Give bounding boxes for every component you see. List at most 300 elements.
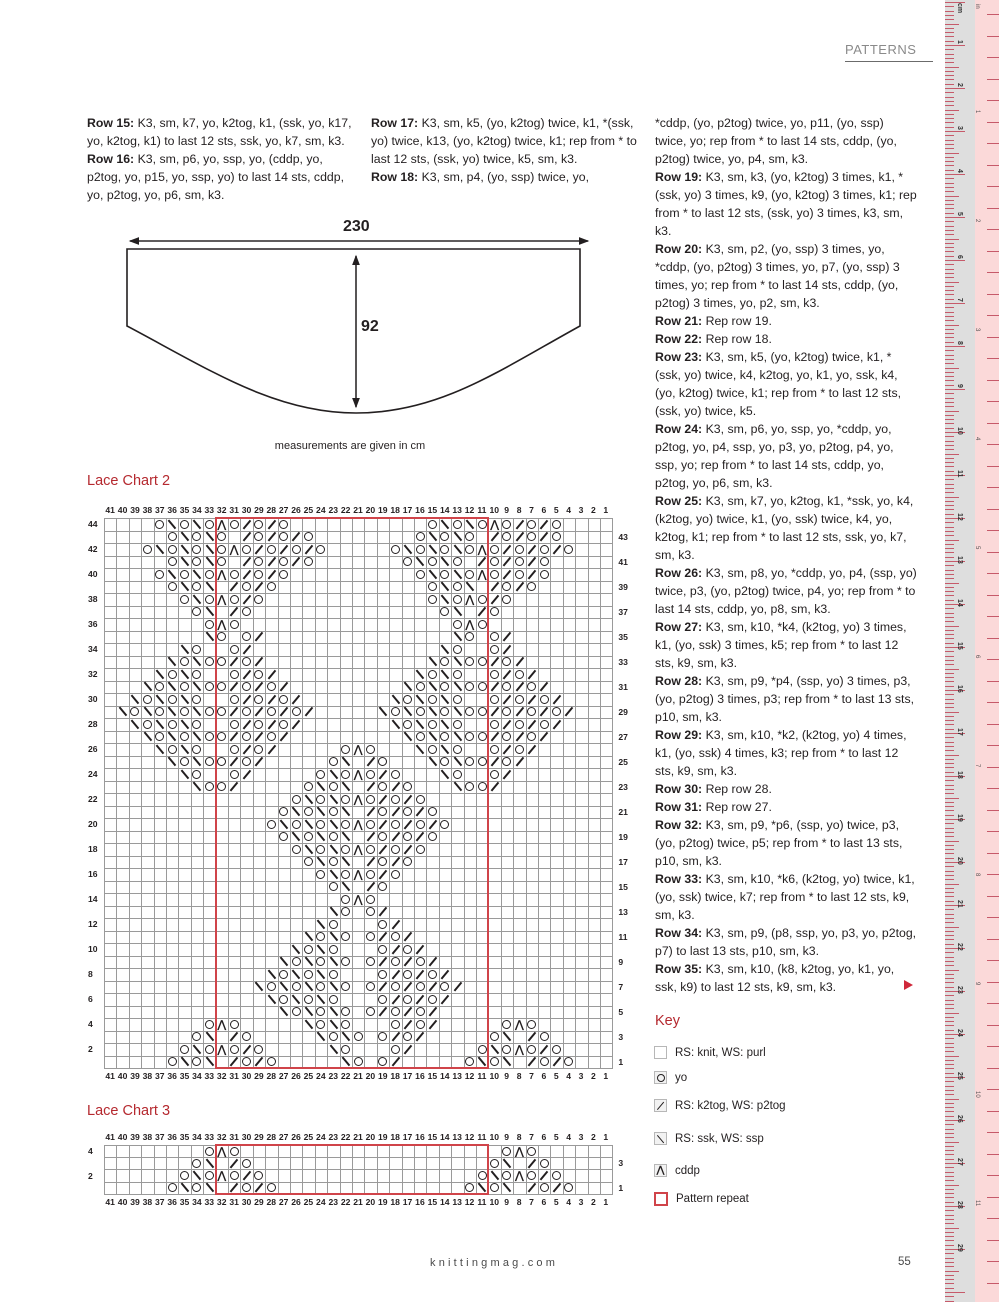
- knit-cell: [302, 906, 315, 920]
- yo-symbol: [315, 793, 328, 807]
- k2tog-symbol: [501, 743, 514, 757]
- knit-cell: [501, 943, 514, 957]
- knit-cell: [364, 543, 377, 557]
- knit-cell: [550, 768, 563, 782]
- knit-cell: [464, 806, 477, 820]
- k2tog-symbol: [513, 681, 526, 695]
- ssk-symbol: [178, 531, 191, 545]
- knit-cell: [389, 906, 402, 920]
- knit-cell: [526, 656, 539, 670]
- ruler-tick: [945, 823, 954, 824]
- ssk-symbol: [315, 943, 328, 957]
- knit-cell: [377, 718, 390, 732]
- knit-cell: [104, 943, 117, 957]
- yo-symbol: [476, 1043, 489, 1057]
- k2tog-symbol: [439, 993, 452, 1007]
- knit-cell: [166, 1031, 179, 1045]
- yo-symbol: [166, 718, 179, 732]
- knit-cell: [340, 718, 353, 732]
- knit-cell: [414, 1169, 427, 1182]
- knit-cell: [563, 806, 576, 820]
- yo-symbol: [278, 831, 291, 845]
- knit-cell: [141, 906, 154, 920]
- ruler-tick: [945, 1159, 954, 1160]
- knit-cell: [476, 643, 489, 657]
- knit-cell: [178, 981, 191, 995]
- knit-cell: [501, 981, 514, 995]
- yo-symbol: [526, 681, 539, 695]
- knit-cell: [550, 743, 563, 757]
- knit-cell: [228, 1006, 241, 1020]
- ruler-tick: [945, 677, 954, 678]
- knit-cell: [550, 756, 563, 770]
- ssk-symbol: [203, 1056, 216, 1070]
- yo-symbol: [191, 768, 204, 782]
- ssk-symbol: [340, 831, 353, 845]
- ruler-tick: [945, 1056, 959, 1057]
- yo-symbol: [513, 556, 526, 570]
- knit-cell: [588, 868, 601, 882]
- ruler-inch-tick: [987, 208, 999, 209]
- knit-cell: [116, 968, 129, 982]
- ssk-symbol: [501, 1182, 514, 1195]
- knit-cell: [352, 706, 365, 720]
- knit-cell: [116, 818, 129, 832]
- k2tog-symbol: [538, 706, 551, 720]
- knit-cell: [488, 981, 501, 995]
- knit-cell: [216, 793, 229, 807]
- row-label: Row 27:: [655, 620, 703, 634]
- cddp-symbol: ⋀: [216, 1145, 229, 1158]
- instruction-row: [655, 960, 917, 996]
- knit-cell: [389, 531, 402, 545]
- row-label: Row 21:: [655, 314, 703, 328]
- yo-symbol: [340, 956, 353, 970]
- knit-cell: [302, 681, 315, 695]
- knit-cell: [588, 731, 601, 745]
- ssk-symbol: [476, 1056, 489, 1070]
- knit-cell: [191, 793, 204, 807]
- knit-cell: [439, 843, 452, 857]
- chart-2-title: Lace Chart 2: [87, 473, 171, 489]
- knit-cell: [513, 968, 526, 982]
- ruler-tick: [945, 19, 954, 20]
- yo-symbol: [253, 1169, 266, 1182]
- knit-cell: [501, 831, 514, 845]
- ruler-cm-number: 5: [956, 212, 963, 216]
- yo-symbol: [389, 1043, 402, 1057]
- knit-cell: [352, 593, 365, 607]
- yo-symbol: [439, 756, 452, 770]
- ruler-tick: [945, 931, 954, 932]
- knit-cell: [414, 756, 427, 770]
- ruler-cm-number: 22: [956, 943, 963, 951]
- k2tog-symbol: [538, 518, 551, 532]
- knit-cell: [550, 631, 563, 645]
- knit-cell: [414, 868, 427, 882]
- ssk-symbol: [166, 706, 179, 720]
- ssk-symbol: [178, 1182, 191, 1195]
- yo-symbol: [166, 1182, 179, 1195]
- knit-cell: [451, 931, 464, 945]
- knit-cell: [352, 581, 365, 595]
- ruler-tick: [945, 497, 959, 498]
- knit-cell: [600, 693, 613, 707]
- knit-cell: [166, 981, 179, 995]
- ssk-symbol: [203, 631, 216, 645]
- ruler-tick: [945, 875, 954, 876]
- ruler-tick: [945, 591, 954, 592]
- knit-cell: [253, 893, 266, 907]
- ssk-symbol: [451, 631, 464, 645]
- knit-cell: [476, 693, 489, 707]
- ruler-tick: [945, 1004, 954, 1005]
- ruler-inch-tick: [987, 681, 999, 682]
- knit-cell: [290, 868, 303, 882]
- ssk-symbol: [414, 693, 427, 707]
- knit-cell: [588, 693, 601, 707]
- yo-symbol: [501, 1043, 514, 1057]
- yo-symbol: [216, 681, 229, 695]
- knit-cell: [129, 781, 142, 795]
- ssk-symbol: [265, 993, 278, 1007]
- knit-cell: [116, 643, 129, 657]
- yo-symbol: [265, 981, 278, 995]
- k2tog-symbol: [538, 731, 551, 745]
- ssk-symbol: [451, 756, 464, 770]
- knit-cell: [464, 906, 477, 920]
- ruler-tick: [945, 411, 959, 412]
- knit-cell: [228, 856, 241, 870]
- knit-cell: [104, 531, 117, 545]
- yo-symbol: [451, 518, 464, 532]
- yo-symbol: [426, 593, 439, 607]
- ruler-inch-tick: [987, 960, 999, 961]
- ruler-tick: [945, 376, 954, 377]
- knit-cell: [414, 918, 427, 932]
- knit-cell: [451, 906, 464, 920]
- knit-cell: [389, 1182, 402, 1195]
- yo-symbol: [501, 581, 514, 595]
- knit-cell: [563, 1018, 576, 1032]
- yo-symbol: [216, 781, 229, 795]
- ruler-tick: [945, 600, 954, 601]
- knit-cell: [364, 518, 377, 532]
- yo-symbol: [501, 518, 514, 532]
- knit-cell: [563, 856, 576, 870]
- knit-cell: [526, 993, 539, 1007]
- knit-cell: [464, 668, 477, 682]
- ssk-symbol: [451, 531, 464, 545]
- ruler-tick: [945, 1107, 954, 1108]
- ruler-cm-number: 4: [956, 169, 963, 173]
- knit-cell: [340, 531, 353, 545]
- ruler-tick: [945, 161, 954, 162]
- knit-cell: [104, 981, 117, 995]
- ssk-symbol: [203, 1157, 216, 1170]
- k2tog-symbol: [550, 693, 563, 707]
- yo-symbol: [228, 1018, 241, 1032]
- knit-cell: [240, 993, 253, 1007]
- k2tog-symbol: [240, 531, 253, 545]
- knit-cell: [575, 581, 588, 595]
- key-label: RS: knit, WS: purl: [675, 1046, 766, 1059]
- knit-cell: [538, 781, 551, 795]
- knit-cell: [563, 668, 576, 682]
- knit-cell: [191, 931, 204, 945]
- knit-cell: [116, 681, 129, 695]
- knit-cell: [439, 1182, 452, 1195]
- shawl-schematic: [100, 210, 600, 460]
- ssk-symbol: [203, 581, 216, 595]
- knit-cell: [191, 856, 204, 870]
- yo-symbol: [166, 668, 179, 682]
- knit-cell: [240, 906, 253, 920]
- knit-cell: [141, 518, 154, 532]
- row-text: K3, sm, p6, yo, ssp, yo, *cddp, yo, p2tog, yo, p4, ssp, yo, p3, yo, p2tog, p4, yo, ssp, yo; rep from * to last 14 sts, cddp, yo, p2tog, yo, p6, sm, k3.: [655, 422, 894, 490]
- knit-cell: [402, 656, 415, 670]
- yo-symbol: [389, 981, 402, 995]
- knit-cell: [600, 831, 613, 845]
- knit-cell: [216, 818, 229, 832]
- knit-cell: [278, 1169, 291, 1182]
- yo-symbol: [352, 1056, 365, 1070]
- yo-symbol: [563, 1056, 576, 1070]
- k2tog-symbol: [402, 1018, 415, 1032]
- knit-cell: [352, 681, 365, 695]
- knit-cell: [216, 668, 229, 682]
- column-numbers-top: 41 40 39 38 37 36 35 34 33 32 31 30 29 28 27 26 25 24 23 22 21 20 19 18 17 16 15 14 13 12 11 10 9 8 7 6 5 4 3 2 1: [105, 505, 609, 515]
- knit-cell: [600, 518, 613, 532]
- knit-cell: [501, 793, 514, 807]
- knit-cell: [141, 531, 154, 545]
- ruler-inch-tick: [987, 638, 999, 639]
- ruler-tick: [945, 656, 954, 657]
- knit-cell: [377, 568, 390, 582]
- knit-cell: [476, 893, 489, 907]
- yo-symbol: [228, 618, 241, 632]
- row-label: Row 22:: [655, 332, 703, 346]
- k2tog-symbol: [488, 593, 501, 607]
- ssk-symbol: [290, 806, 303, 820]
- yo-symbol: [240, 681, 253, 695]
- yo-symbol: [290, 706, 303, 720]
- knit-cell: [290, 768, 303, 782]
- knit-cell: [302, 693, 315, 707]
- yo-symbol: [414, 681, 427, 695]
- k2tog-symbol: [253, 1056, 266, 1070]
- knit-cell: [402, 643, 415, 657]
- ruler-tick: [945, 798, 959, 799]
- knit-cell: [116, 918, 129, 932]
- knit-cell: [203, 856, 216, 870]
- knit-cell: [253, 993, 266, 1007]
- ruler-tick: [945, 630, 954, 631]
- knit-cell: [166, 868, 179, 882]
- knit-cell: [116, 868, 129, 882]
- knit-cell: [464, 993, 477, 1007]
- ruler-inch-tick: [987, 1132, 999, 1133]
- knit-cell: [414, 618, 427, 632]
- ruler-tick: [945, 621, 954, 622]
- ruler-tick: [945, 58, 954, 59]
- chart-3-title: Lace Chart 3: [87, 1103, 171, 1119]
- yo-symbol: [426, 993, 439, 1007]
- ssk-symbol: [426, 731, 439, 745]
- knit-cell: [116, 1157, 129, 1170]
- ruler-tick: [945, 247, 954, 248]
- knit-cell: [302, 1043, 315, 1057]
- knit-cell: [104, 568, 117, 582]
- ssk-symbol: [203, 543, 216, 557]
- knit-cell: [563, 581, 576, 595]
- instruction-row: [371, 168, 639, 186]
- knit-cell: [129, 756, 142, 770]
- knit-cell: [575, 906, 588, 920]
- knit-cell: [588, 906, 601, 920]
- ruler-tick: [945, 88, 965, 89]
- ruler-tick: [945, 681, 954, 682]
- ruler-tick: [945, 1025, 954, 1026]
- knit-cell: [426, 1169, 439, 1182]
- knit-cell: [141, 993, 154, 1007]
- knit-cell: [513, 768, 526, 782]
- yo-symbol: [191, 581, 204, 595]
- knit-cell: [203, 843, 216, 857]
- knit-cell: [178, 868, 191, 882]
- ssk-symbol: [451, 606, 464, 620]
- knit-cell: [228, 918, 241, 932]
- knit-cell: [426, 1182, 439, 1195]
- knit-cell: [563, 993, 576, 1007]
- instruction-row: [655, 816, 917, 870]
- knit-cell: [550, 906, 563, 920]
- k2tog-symbol: [290, 718, 303, 732]
- yo-symbol: [253, 718, 266, 732]
- knit-cell: [588, 843, 601, 857]
- knit-cell: [116, 743, 129, 757]
- ruler-tick: [945, 234, 954, 235]
- ruler-tick: [945, 449, 954, 450]
- knit-cell: [129, 656, 142, 670]
- k2tog-symbol: [377, 956, 390, 970]
- knit-cell: [141, 581, 154, 595]
- ruler-tick: [945, 664, 954, 665]
- cddp-symbol: ⋀: [464, 618, 477, 632]
- measurement-caption: measurements are given in cm: [274, 440, 426, 452]
- row-text: K3, sm, p6, yo, ssp, yo, (cddp, yo, p2tog, yo, p15, yo, ssp, yo) to last 14 sts, cddp, yo, p2tog, yo, p6, sm, k3.: [87, 152, 345, 202]
- knit-cell: [178, 968, 191, 982]
- knit-cell: [129, 918, 142, 932]
- knit-cell: [439, 1006, 452, 1020]
- knit-cell: [575, 1031, 588, 1045]
- knit-cell: [600, 943, 613, 957]
- knit-cell: [278, 881, 291, 895]
- k2tog-symbol: [414, 968, 427, 982]
- knit-cell: [439, 1056, 452, 1070]
- knit-cell: [154, 1056, 167, 1070]
- ruler-cm-number: 26: [956, 1115, 963, 1123]
- ruler-inch-tick: [987, 423, 999, 424]
- knit-cell: [253, 831, 266, 845]
- knit-cell: [166, 831, 179, 845]
- ruler-tick: [945, 634, 954, 635]
- knit-cell: [154, 893, 167, 907]
- instruction-row: [655, 348, 917, 420]
- ruler-tick: [945, 1219, 954, 1220]
- knit-cell: [191, 818, 204, 832]
- ssk-symbol: [327, 868, 340, 882]
- knit-cell: [488, 1018, 501, 1032]
- yo-symbol: [414, 818, 427, 832]
- ssk-symbol: [451, 543, 464, 557]
- yo-symbol: [476, 731, 489, 745]
- ruler-tick: [945, 393, 954, 394]
- k2tog-symbol: [526, 568, 539, 582]
- knit-cell: [364, 968, 377, 982]
- row-label: Row 35:: [655, 962, 703, 976]
- cddp-symbol: ⋀: [216, 1018, 229, 1032]
- ruler-inch-tick: [987, 853, 999, 854]
- knit-cell: [600, 543, 613, 557]
- knit-cell: [513, 918, 526, 932]
- knit-cell: [488, 943, 501, 957]
- ruler-inch-tick: [987, 595, 999, 596]
- knit-cell: [228, 868, 241, 882]
- knit-cell: [141, 793, 154, 807]
- knit-cell: [116, 606, 129, 620]
- ruler-tick: [945, 712, 959, 713]
- ruler-tick: [945, 157, 954, 158]
- knit-cell: [563, 1006, 576, 1020]
- knit-cell: [402, 906, 415, 920]
- knit-cell: [600, 606, 613, 620]
- ssk-symbol: [290, 993, 303, 1007]
- yo-symbol: [191, 1031, 204, 1045]
- yo-symbol: [203, 1018, 216, 1032]
- knit-cell: [352, 643, 365, 657]
- knit-cell: [352, 943, 365, 957]
- knit-cell: [340, 1157, 353, 1170]
- knit-cell: [600, 643, 613, 657]
- k2tog-symbol: [414, 1031, 427, 1045]
- knit-cell: [191, 1018, 204, 1032]
- knit-cell: [402, 618, 415, 632]
- knit-cell: [389, 668, 402, 682]
- ssk-symbol: [315, 993, 328, 1007]
- page-number: 55: [898, 1256, 911, 1268]
- knit-cell: [116, 981, 129, 995]
- ruler-cm-number: 23: [956, 986, 963, 994]
- knit-cell: [575, 868, 588, 882]
- ruler-tick: [945, 346, 965, 347]
- ruler-tick: [945, 1215, 954, 1216]
- k2tog-symbol: [377, 818, 390, 832]
- knit-cell: [364, 718, 377, 732]
- knit-cell: [575, 968, 588, 982]
- knit-cell: [278, 1056, 291, 1070]
- ruler-tick: [945, 286, 954, 287]
- knit-cell: [327, 618, 340, 632]
- ruler-cm-number: 17: [956, 728, 963, 736]
- knit-cell: [402, 593, 415, 607]
- knit-cell: [154, 1182, 167, 1195]
- ssk-symbol: [414, 668, 427, 682]
- knit-cell: [426, 943, 439, 957]
- k2tog-symbol: [265, 693, 278, 707]
- ruler-tick: [945, 595, 954, 596]
- cddp-symbol: ⋀: [476, 568, 489, 582]
